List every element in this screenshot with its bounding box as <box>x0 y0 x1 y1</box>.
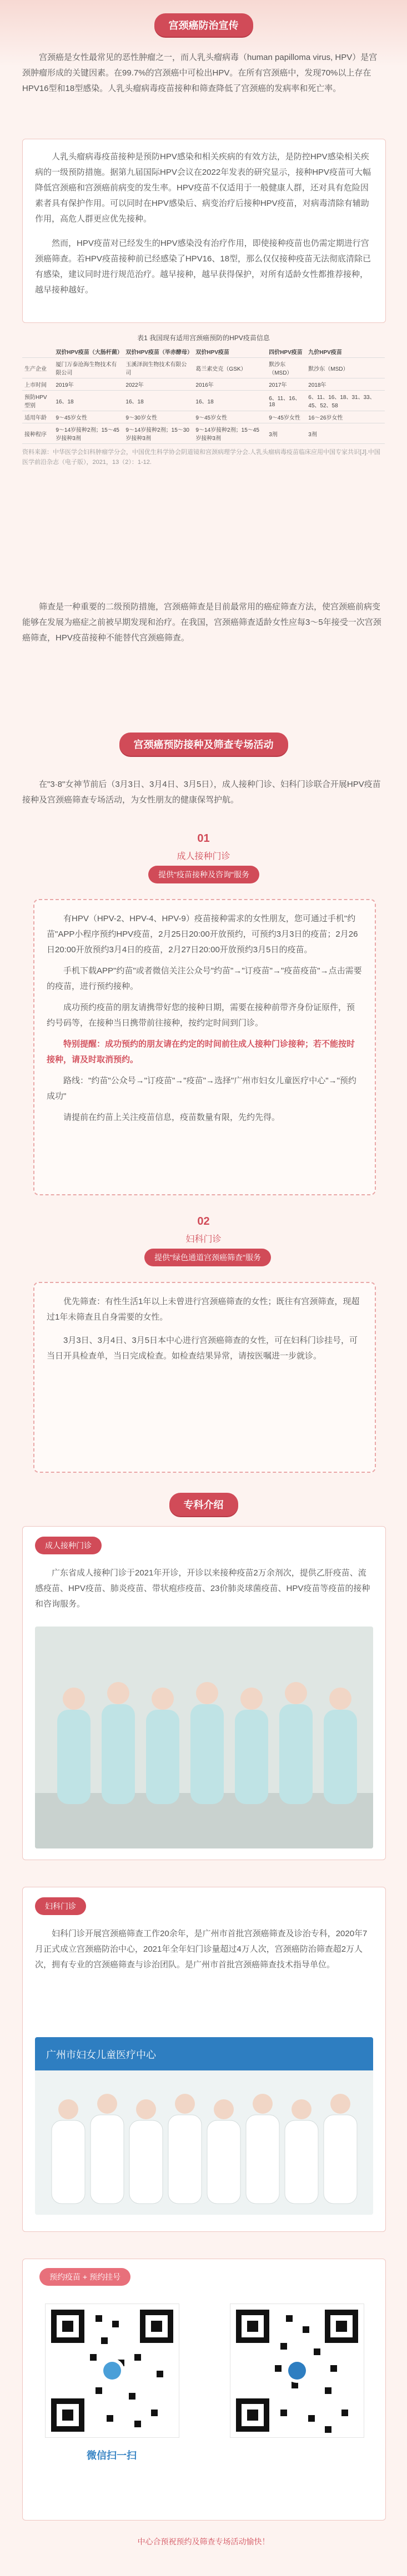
table-cell: 3剂 <box>306 423 385 444</box>
table-cell: 9～45岁女性 <box>53 411 123 423</box>
qr-code-vaccine[interactable] <box>45 2304 179 2438</box>
vaccine-table-section <box>22 333 385 467</box>
table-note: 资料来源：中华医学会妇科肿瘤学分会，中国优生科学协会阴道镜和宫颈病理学分会.人乳头瘤病毒疫苗临床应用中国专家共识[J].中国医学前沿杂志（电子版），2021，13（2）：1-12. <box>22 449 380 466</box>
page-title: 宫颈癌防治宣传 <box>154 13 253 37</box>
table-cell: 预防HPV型别 <box>22 391 53 411</box>
qr-section <box>22 2259 386 2521</box>
qr-code-register[interactable] <box>230 2304 364 2438</box>
part1-number: 01 <box>197 832 210 845</box>
table-cell: 适用年龄 <box>22 411 53 423</box>
table-header-cell: 四价HPV疫苗 <box>267 346 306 358</box>
table-cell: 9～45岁女性 <box>267 411 306 423</box>
qr-scan-label: 微信扫一扫 <box>87 2450 137 2461</box>
table-cell: 默沙东（MSD） <box>267 358 306 378</box>
table-row <box>22 358 385 378</box>
table-header-cell: 双价HPV疫苗 <box>193 346 267 358</box>
table-header-cell: 九价HPV疫苗 <box>306 346 385 358</box>
part2-paragraph-2: 3月3日、3月4日、3月5日本中心进行宫颈癌筛查的女性，可在妇科门诊挂号，可当日开具检查单，当日完成检查。如检查结果异常，请按医嘱进一步就诊。 <box>47 1336 358 1361</box>
table-cell: 9～14岁接种2剂；15～45岁接种3剂 <box>53 423 123 444</box>
part1-paragraph-4: 特别提醒：成功预约的朋友请在约定的时间前往成人接种门诊接种；若不能按时接种，请及时取消预约。 <box>47 1039 355 1064</box>
info-box <box>22 139 386 323</box>
table-cell: 3剂 <box>267 423 306 444</box>
table-cell: 16～26岁女性 <box>306 411 385 423</box>
table-cell: 2018年 <box>306 378 385 391</box>
dept-card-1-photo <box>35 1627 373 1848</box>
table-cell: 9～30岁女性 <box>123 411 193 423</box>
table-cell: 上市时间 <box>22 378 53 391</box>
dept-card-2 <box>22 1887 386 2232</box>
activity-paragraph: 在"3·8"女神节前后（3月3日、3月4日、3月5日），成人接种门诊、妇科门诊联合开展HPV疫苗接种及宫颈癌筛查专场活动，为女性朋友的健康保驾护航。 <box>22 780 381 805</box>
footer-text: 中心合预祝预约及筛查专场活动愉快！ <box>137 2537 270 2546</box>
table-cell: 默沙东（MSD） <box>306 358 385 378</box>
dept-card-1 <box>22 1526 386 1860</box>
part1-subtitle: 提供"疫苗接种及咨询"服务 <box>148 866 259 883</box>
part1-route: 路线："约苗"公众号→"订疫苗"→"疫苗"→选择"广州市妇女儿童医疗中心"→"预约成功" <box>47 1076 356 1101</box>
part1-note: 请提前在约苗上关注疫苗信息，疫苗数量有限，先约先得。 <box>63 1113 280 1122</box>
part2-subtitle: 提供"绿色通道宫颈癌筛查"服务 <box>144 1249 271 1266</box>
photo-banner: 广州市妇女儿童医疗中心 <box>35 2037 373 2070</box>
table-cell: 6、11、16、18、31、33、45、52、58 <box>306 391 385 411</box>
table-cell: 16、18 <box>123 391 193 411</box>
info-paragraph-2: 然而，HPV疫苗对已经发生的HPV感染没有治疗作用，即使接种疫苗也仍需定期进行宫颈癌筛查。若HPV疫苗接种前已经感染了HPV16、18型，那么仅仅接种疫苗无法彻底清除已有感染，建议同时进行规范治疗。越早接种，越早获得保护，对所有适龄女性都推荐接种，越早接种越好。 <box>35 239 371 295</box>
qr-pattern-icon <box>46 2304 179 2437</box>
table-cell: 9～14岁接种2剂；15～30岁接种3剂 <box>123 423 193 444</box>
dept-title: 专科介绍 <box>169 1493 238 1516</box>
part2-paragraph-1: 优先筛查：有性生活1年以上未曾进行宫颈癌筛查的女性；既往有宫颈筛查，现超过1年未筛查且自身需要的女性。 <box>47 1297 360 1322</box>
part2-box <box>33 1282 376 1473</box>
part2-number: 02 <box>197 1215 210 1228</box>
table-cell: 6、11、16、18 <box>267 391 306 411</box>
qr-tab-vaccine[interactable] <box>39 2268 130 2286</box>
table-cell: 生产企业 <box>22 358 53 378</box>
table-row <box>22 391 385 411</box>
table-cell: 2016年 <box>193 378 267 391</box>
table-row <box>22 411 385 423</box>
table-cell: 16、18 <box>193 391 267 411</box>
table-cell: 9～45岁女性 <box>193 411 267 423</box>
table-cell: 2019年 <box>53 378 123 391</box>
table-cell: 接种程序 <box>22 423 53 444</box>
activity-title: 宫颈癌预防接种及筛查专场活动 <box>119 733 288 756</box>
table-cell: 玉溪泽润生物技术有限公司 <box>123 358 193 378</box>
dept-card-2-photo <box>35 2037 373 2215</box>
table-header-cell: 双价HPV疫苗（大肠杆菌） <box>53 346 123 358</box>
table-row <box>22 423 385 444</box>
table-header-row <box>22 346 385 358</box>
info-paragraph-1: 人乳头瘤病毒疫苗接种是预防HPV感染和相关疾病的有效方法，是防控HPV感染相关疾病的一级预防措施。据第九届国际HPV会议在2022年发表的研究显示，接种HPV疫苗可大幅降低宫颈癌和宫颈癌前病变的发生率。HPV疫苗不仅适用于一般健康人群，还对具有危险因素者具有保护作用。可以同时在HPV感染后、病变治疗后接种HPV疫苗，对病毒清除有辅助作用，高危人群更应优先接种。 <box>35 152 371 224</box>
table-cell: 2022年 <box>123 378 193 391</box>
vaccine-table <box>22 346 385 444</box>
table-cell: 2017年 <box>267 378 306 391</box>
table-caption: 表1 我国现有适用宫颈癌预防的HPV疫苗信息 <box>137 334 270 342</box>
part1-box <box>33 899 376 1195</box>
part2-label: 妇科门诊 <box>185 1235 222 1244</box>
table-cell: 9～14岁接种2剂；15～45岁接种3剂 <box>193 423 267 444</box>
activity-intro <box>22 777 385 808</box>
team-photo-illustration <box>35 2037 373 2215</box>
part1-paragraph-3: 成功预约疫苗的朋友请携带好您的接种日期，需要在接种前带齐身份证原件，预约号码等，在接种当日携带前往接种，按约定时间到门诊。 <box>47 1003 355 1028</box>
qr-pattern-icon <box>230 2304 364 2437</box>
dept-card-2-label: 妇科门诊 <box>35 1897 86 1915</box>
table-row <box>22 378 385 391</box>
table-header-cell: 双价HPV疫苗（毕赤酵母） <box>123 346 193 358</box>
screening-paragraph: 筛查是一种重要的二级预防措施，宫颈癌筛查是目前最常用的癌症筛查方法，使宫颈癌前病变能够在发展为癌症之前被早期发现和治疗。在我国，宫颈癌筛查适龄女性应每3～5年接受一次宫颈癌筛查，HPV疫苗接种不能替代宫颈癌筛查。 <box>22 602 381 643</box>
intro-paragraph: 宫颈癌是女性最常见的恶性肿瘤之一，而人乳头瘤病毒（human papilloma virus, HPV）是宫颈肿瘤形成的关键因素。在99.7%的宫颈癌中可检出HPV。在所有宫颈癌中，发现70%以上存在HPV16型和18型感染。人乳头瘤病毒疫苗接种和筛查降低了宫颈癌的发病率和死亡率。 <box>22 53 378 93</box>
part1-label: 成人接种门诊 <box>177 852 230 861</box>
qr-tab-register-label: 预约挂号 <box>89 2272 120 2281</box>
part1-paragraph-1: 有HPV（HPV-2、HPV-4、HPV-9）疫苗接种需求的女性朋友，您可通过手机"约苗"APP小程序预约HPV疫苗，2月25日20:00开放预约，可预约3月3日的疫苗；2月26日20:00开放预约3月4日的疫苗，2月27日20:00开放预约3月5日的疫苗。 <box>47 914 358 954</box>
dept-card-1-label: 成人接种门诊 <box>35 1537 102 1554</box>
table-cell: 葛兰素史克（GSK） <box>193 358 267 378</box>
qr-tab-vaccine-label: 预约疫苗 <box>49 2272 81 2281</box>
table-header-cell <box>22 346 53 358</box>
table-cell: 厦门万泰沧海生物技术有限公司 <box>53 358 123 378</box>
part1-paragraph-2: 手机下载APP"约苗"或者微信关注公众号"约苗"→"订疫苗"→"疫苗疫苗"→点击需要的疫苗，进行预约接种。 <box>47 966 362 991</box>
screening-section <box>22 599 385 646</box>
intro-section <box>22 50 385 97</box>
qr-tab-separator: + <box>82 2272 89 2281</box>
staff-photo-illustration <box>35 1627 373 1848</box>
dept-card-1-text: 广东省成人接种门诊于2021年开诊，开诊以来接种疫苗2万余剂次，提供乙肝疫苗、流感疫苗、HPV疫苗、肺炎疫苗、带状疱疹疫苗、23价肺炎球菌疫苗、HPV疫苗等疫苗的接种和咨询服务。 <box>35 1568 370 1609</box>
dept-card-2-text: 妇科门诊开展宫颈癌筛查工作20余年，是广州市首批宫颈癌筛查及诊治专科，2020年7月正式成立宫颈癌防治中心，2021年全年妇门诊量超过4万人次，宫颈癌防治筛查超2万人次，拥有专业的宫颈癌筛查与诊治团队。是广州市首批宫颈癌筛查技术指导单位。 <box>35 1929 368 1969</box>
table-cell: 16、18 <box>53 391 123 411</box>
